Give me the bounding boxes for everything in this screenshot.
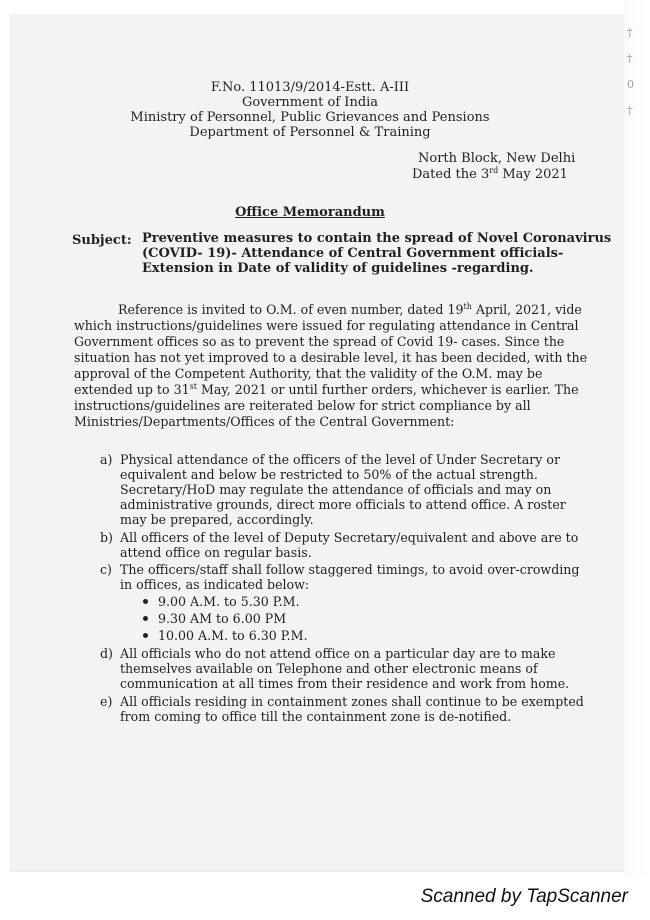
bullet-icon — [143, 599, 148, 604]
bullet-icon — [143, 616, 148, 621]
item-marker: b) — [100, 530, 113, 545]
memo-title: Office Memorandum — [235, 205, 385, 220]
item-a-line: Physical attendance of the officers of the level of Under Secretary or — [120, 452, 560, 467]
item-a-line: Secretary/HoD may regulate the attendance of officials and may on — [120, 482, 552, 497]
reference-line: Reference is invited to O.M. of even number, dated 19th April, 2021, vide — [118, 302, 582, 317]
reference-line: Ministries/Departments/Offices of the Central Government: — [74, 414, 455, 429]
scan-edge-marks — [627, 20, 634, 124]
government-line: Government of India — [241, 95, 379, 110]
item-marker: d) — [100, 646, 113, 661]
scanner-watermark: Scanned by TapScanner — [420, 886, 628, 907]
scan-edge — [624, 0, 650, 880]
department-line: Department of Personnel & Training — [189, 125, 431, 140]
location-line: North Block, New Delhi — [418, 151, 576, 166]
item-b-line: All officers of the level of Deputy Secretary/equivalent and above are to — [120, 530, 579, 545]
timing-item: 9.30 AM to 6.00 PM — [143, 611, 286, 627]
ministry-line: Ministry of Personnel, Public Grievances and Pensions — [130, 110, 490, 125]
item-e-line: from coming to office till the containment zone is de-notified. — [120, 709, 512, 724]
reference-line: which instructions/guidelines were issued for regulating attendance in Central — [74, 318, 579, 333]
subject-label: Subject: — [72, 233, 132, 248]
subject-line: (COVID- 19)- Attendance of Central Government officials- — [142, 246, 564, 261]
item-marker: e) — [100, 694, 113, 709]
item-b-line: attend office on regular basis. — [120, 545, 312, 560]
bullet-icon — [143, 633, 148, 638]
item-marker: c) — [100, 562, 112, 577]
reference-line: extended up to 31st May, 2021 or until further orders, whichever is earlier. The — [74, 382, 579, 397]
item-d-line: communication at all times from their residence and work from home. — [120, 676, 570, 691]
scanner-footer — [0, 878, 650, 920]
subject-line: Extension in Date of validity of guidelines -regarding. — [142, 261, 534, 276]
timing-item: 10.00 A.M. to 6.30 P.M. — [143, 628, 308, 644]
edge-mark: † — [627, 52, 633, 65]
date-line: Dated the 3rd May 2021 — [412, 166, 568, 182]
edge-mark: † — [627, 104, 633, 117]
reference-line: approval of the Competent Authority, that the validity of the O.M. may be — [74, 366, 543, 381]
item-d-line: All officials who do not attend office on a particular day are to make — [120, 646, 556, 661]
item-c-line: The officers/staff shall follow staggered timings, to avoid over-crowding — [120, 562, 580, 577]
reference-line: situation has not yet improved to a desirable level, it has been decided, with the — [74, 350, 588, 365]
item-d-line: themselves available on Telephone and other electronic means of — [120, 661, 538, 676]
item-c-line: in offices, as indicated below: — [120, 577, 310, 592]
reference-line: instructions/guidelines are reiterated below for strict compliance by all — [74, 398, 531, 413]
edge-mark: † — [627, 26, 633, 39]
item-a-line: equivalent and below be restricted to 50% of the actual strength. — [120, 467, 538, 482]
item-e-line: All officials residing in containment zones shall continue to be exempted — [120, 694, 584, 709]
item-a-line: administrative grounds, direct more officials to attend office. A roster — [120, 497, 566, 512]
item-marker: a) — [100, 452, 113, 467]
item-a-line: may be prepared, accordingly. — [120, 512, 314, 527]
file-number: F.No. 11013/9/2014-Estt. A-III — [210, 80, 410, 95]
subject-line: Preventive measures to contain the spread of Novel Coronavirus — [142, 231, 612, 246]
edge-mark: 0 — [627, 78, 634, 91]
reference-line: Government offices so as to prevent the spread of Covid 19- cases. Since the — [74, 334, 565, 349]
document-page — [10, 14, 624, 870]
timing-item: 9.00 A.M. to 5.30 P.M. — [143, 594, 300, 610]
